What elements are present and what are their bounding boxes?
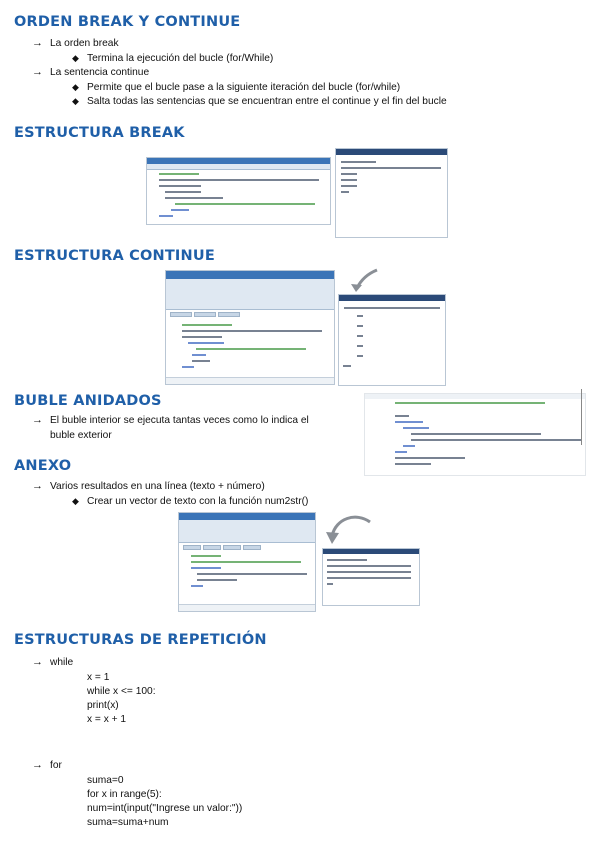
continue-desc-2: ◆ Salta todas las sentencias que se encuentran entre el continue y el fin del bucle: [87, 95, 447, 108]
continue-editor-screenshot: [165, 270, 335, 385]
section-title-anexo: ANEXO: [14, 458, 72, 474]
anexo-item: → Varios resultados en una línea (texto + número): [50, 480, 265, 493]
break-output-screenshot: [335, 148, 448, 238]
break-desc: ◆ Termina la ejecución del bucle (for/While): [87, 52, 273, 65]
while-code-line: x = x + 1: [87, 714, 127, 725]
section-title-break: ESTRUCTURA BREAK: [14, 125, 185, 141]
divider-line: [581, 389, 582, 445]
section-title-orden: ORDEN BREAK Y CONTINUE: [14, 14, 241, 30]
break-editor-screenshot: [146, 157, 331, 225]
buble-code-screenshot: [364, 393, 586, 476]
for-code-line: suma=0: [87, 775, 124, 786]
while-code-line: print(x): [87, 700, 119, 711]
continue-output-screenshot: [338, 294, 446, 386]
while-code-line: x = 1: [87, 672, 110, 683]
while-code-line: while x <= 100:: [87, 686, 156, 697]
anexo-editor-screenshot: [178, 512, 316, 612]
for-code-line: num=int(input("Ingrese un valor:")): [87, 803, 243, 814]
swoosh-arrow-icon: [345, 268, 379, 294]
while-label: → while: [50, 656, 73, 669]
break-label: → La orden break: [50, 37, 119, 50]
anexo-subitem: ◆ Crear un vector de texto con la función num2str(): [87, 495, 308, 508]
anexo-output-screenshot: [322, 548, 420, 606]
for-code-line: for x in range(5):: [87, 789, 162, 800]
continue-label: → La sentencia continue: [50, 66, 149, 79]
continue-desc-1: ◆ Permite que el bucle pase a la siguiente iteración del bucle (for/while): [87, 81, 400, 94]
buble-desc-line-1: → El buble interior se ejecuta tantas veces como lo indica el: [50, 414, 309, 427]
buble-desc-line-2: buble exterior: [50, 430, 112, 441]
for-code-line: suma=suma+num: [87, 817, 169, 828]
section-title-continue: ESTRUCTURA CONTINUE: [14, 248, 215, 264]
section-title-buble: BUBLE ANIDADOS: [14, 393, 162, 409]
section-title-repeticion: ESTRUCTURAS DE REPETICIÓN: [14, 632, 267, 648]
swoosh-arrow-icon: [324, 514, 372, 548]
for-label: → for: [50, 759, 62, 772]
